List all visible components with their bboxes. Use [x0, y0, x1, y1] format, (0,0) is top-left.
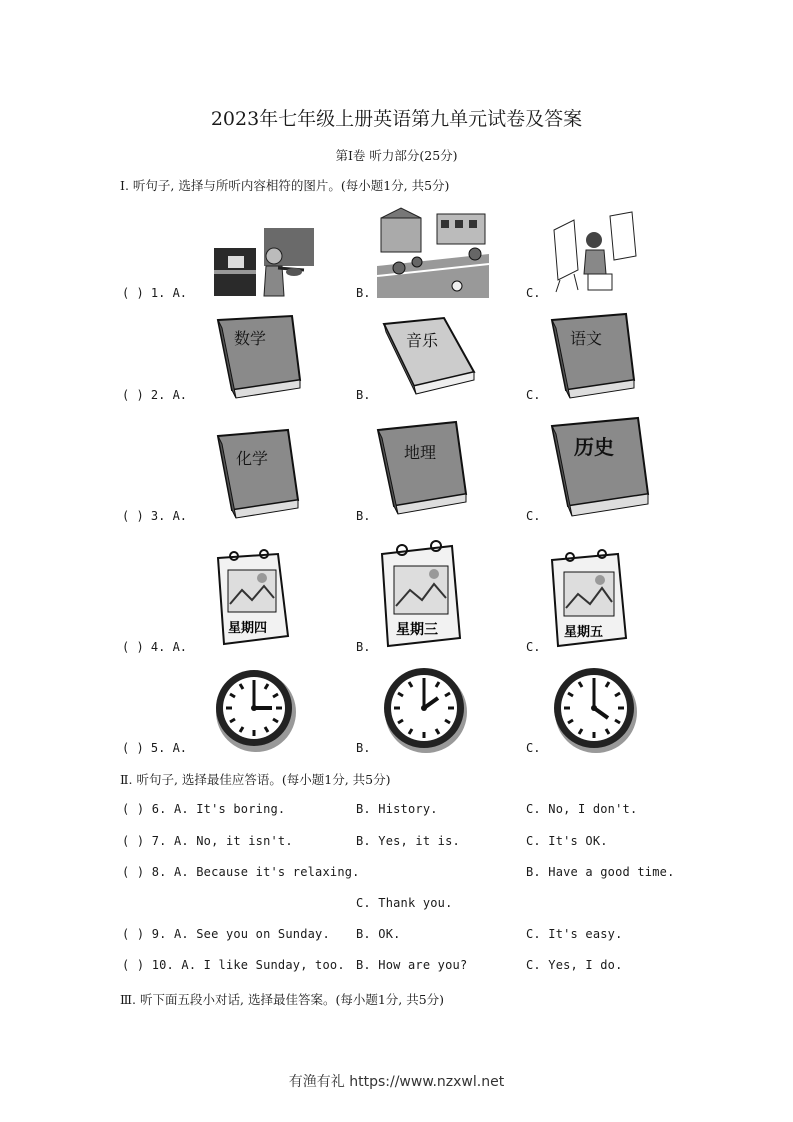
question-10-option-b: B. How are you?	[356, 958, 468, 972]
section1-instruction: Ⅰ. 听句子, 选择与所听内容相符的图片。(每小题1分, 共5分)	[120, 178, 450, 193]
question-5-number: ( ) 5. A.	[122, 741, 188, 755]
question-3-option-c: C.	[526, 509, 541, 523]
question-8-option-c: C. Thank you.	[356, 896, 453, 910]
clock-picture-3-oclock[interactable]	[212, 666, 296, 754]
page-title: 2023年七年级上册英语第九单元试卷及答案	[210, 108, 583, 130]
book-title-math: 数学	[234, 329, 267, 348]
calendar-picture-thursday[interactable]	[212, 548, 290, 648]
question-6-option-c: C. No, I don't.	[526, 802, 638, 816]
question-3-option-b: B.	[356, 509, 371, 523]
calendar-label-wednesday: 星期三	[396, 622, 438, 638]
question-7-option-c: C. It's OK.	[526, 834, 608, 848]
book-title-chinese: 语文	[570, 329, 603, 348]
question-9-option-b: B. OK.	[356, 927, 401, 941]
question-3-number: ( ) 3. A.	[122, 509, 188, 523]
section2-instruction: Ⅱ. 听句子, 选择最佳应答语。(每小题1分, 共5分)	[120, 772, 391, 787]
book-picture-chinese[interactable]	[548, 312, 640, 400]
calendar-label-thursday: 星期四	[228, 621, 268, 636]
book-picture-music[interactable]	[380, 316, 478, 396]
question-1-option-b: B.	[356, 286, 371, 300]
book-picture-history[interactable]	[548, 416, 654, 520]
question-8-option-b: B. Have a good time.	[526, 865, 675, 879]
book-title-chemistry: 化学	[236, 449, 269, 468]
question-5-option-b: B.	[356, 741, 371, 755]
question-7-option-a: ( ) 7. A. No, it isn't.	[122, 834, 293, 848]
clock-picture-4-oclock[interactable]	[550, 664, 638, 754]
question-10-option-a: ( ) 10. A. I like Sunday, too.	[122, 958, 345, 972]
calendar-picture-wednesday[interactable]	[378, 540, 462, 652]
calendar-picture-friday[interactable]	[548, 548, 630, 650]
question-4-option-b: B.	[356, 640, 371, 654]
book-picture-chemistry[interactable]	[214, 428, 306, 520]
question-2-number: ( ) 2. A.	[122, 388, 188, 402]
question-6-option-a: ( ) 6. A. It's boring.	[122, 802, 286, 816]
calendar-label-friday: 星期五	[564, 625, 604, 640]
painting-class-picture[interactable]	[548, 210, 640, 294]
question-9-option-a: ( ) 9. A. See you on Sunday.	[122, 927, 330, 941]
question-5-option-c: C.	[526, 741, 541, 755]
book-picture-math[interactable]	[212, 314, 304, 400]
question-2-option-c: C.	[526, 388, 541, 402]
violin-music-room-picture[interactable]	[212, 226, 316, 298]
book-picture-geography[interactable]	[374, 420, 474, 518]
question-9-option-c: C. It's easy.	[526, 927, 623, 941]
question-4-option-c: C.	[526, 640, 541, 654]
question-8-option-a: ( ) 8. A. Because it's relaxing.	[122, 865, 360, 879]
footer-watermark: 有渔有礼 https://www.nzxwl.net	[288, 1074, 505, 1090]
clock-picture-2-oclock[interactable]	[380, 664, 468, 754]
question-10-option-c: C. Yes, I do.	[526, 958, 623, 972]
school-playground-picture[interactable]	[377, 206, 489, 298]
book-title-history: 历史	[574, 435, 614, 459]
question-7-option-b: B. Yes, it is.	[356, 834, 460, 848]
book-title-music: 音乐	[406, 331, 439, 350]
question-1-option-c: C.	[526, 286, 541, 300]
question-1-number: ( ) 1. A.	[122, 286, 188, 300]
question-6-option-b: B. History.	[356, 802, 438, 816]
section3-instruction: Ⅲ. 听下面五段小对话, 选择最佳答案。(每小题1分, 共5分)	[120, 992, 445, 1007]
question-2-option-b: B.	[356, 388, 371, 402]
question-4-number: ( ) 4. A.	[122, 640, 188, 654]
page-subtitle: 第Ⅰ卷 听力部分(25分)	[335, 148, 458, 163]
book-title-geography: 地理	[404, 443, 437, 462]
